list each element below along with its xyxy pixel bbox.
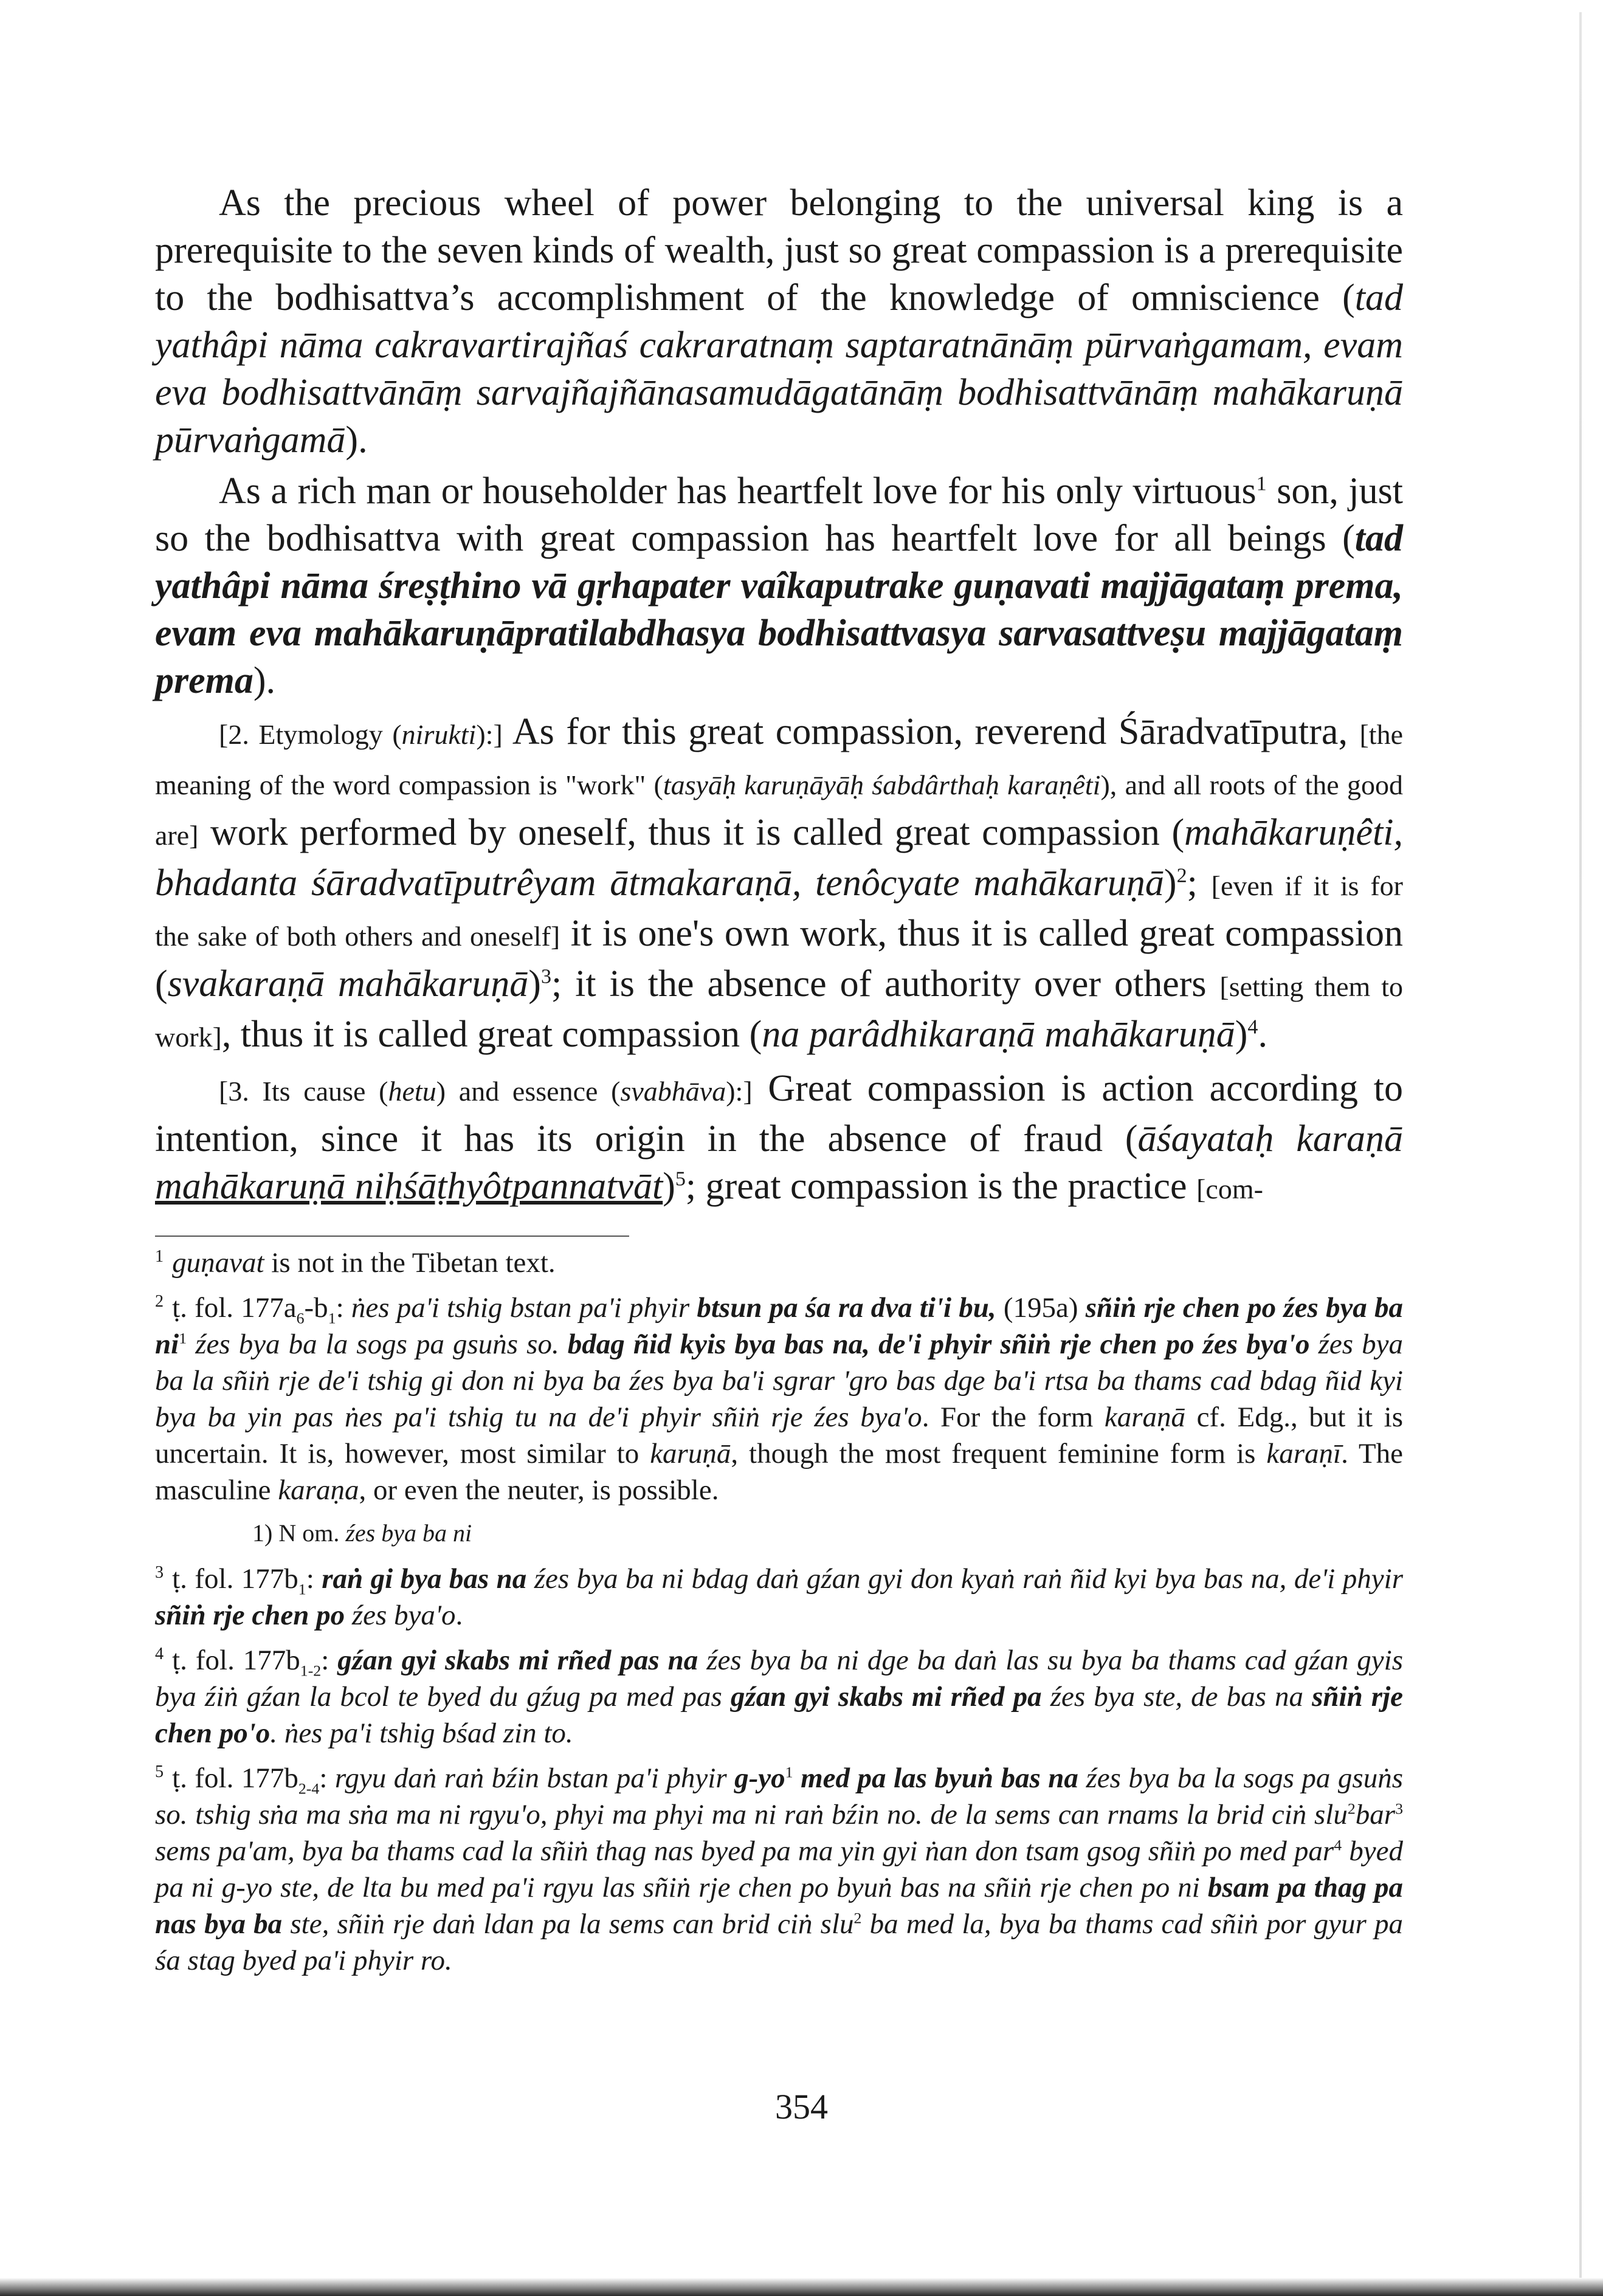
paragraph-2: As a rich man or householder has heartfelt love for his only virtuous$^1$ son, just so the bodhisattva with great compassion has heartfelt love for all beings (tad yathâpi nāma śreṣṭhino vā gṛhapater vaîkaputrake guṇavati majjāgataṃ prema, evam eva mahākaruṇāpratilabdhasya bodhisattvasya sarvasattveṣu majjāgataṃ prema). (155, 470, 1403, 701)
paragraph-3: [2. Etymology (nirukti):] As for this great compassion, reverend Śāradvatīputra, [the meaning of the word compassion is "work" (tasyāḥ karuṇāyāḥ śabdârthaḥ karaṇêti), and all roots of the good are] work performed by oneself, thus it is called great compassion (mahākaruṇêti, bhadanta śāradvatīputrêyam ātmakaraṇā, tenôcyate mahākaruṇā)$^2$; [even if it is for the sake of both others and oneself] it is one's own work, thus it is called great compassion (svakaraṇā mahākaruṇā)$^3$; it is the absence of authority over others [setting them to work], thus it is called great compassion (na parâdhikaraṇā mahākaruṇā)$^4$. (155, 711, 1403, 1055)
page-bottom-edge (0, 2278, 1603, 2296)
paragraph-1: As the precious wheel of power belonging to the universal king is a prerequisite to the seven kinds of wealth, just so great compassion is a prerequisite to the bodhisattva’s accomplishment of the knowledge of omniscience (tad yathâpi nāma cakravartirajñaś cakraratnaṃ saptaratnānāṃ pūrvaṅgamam, evam eva bodhisattvānāṃ sarvajñajñānasamudāgatānāṃ bodhisattvānāṃ mahākaruṇā pūrvaṅgamā). (155, 182, 1403, 461)
footnotes (155, 1245, 1403, 1987)
footnote-divider (155, 1236, 629, 1237)
footnote-ref: 2 (1176, 864, 1187, 887)
main-text (155, 179, 1403, 1213)
paragraph-4: [3. Its cause (hetu) and essence (svabhāva):] Great compassion is action according to intention, since it has its origin in the absence of fraud (āśayataḥ karaṇā mahākaruṇā niḥśāṭhyôtpannatvāt)$^5$; great compassion is the practice [com- (155, 1068, 1403, 1207)
page-edge-shadow (1579, 12, 1582, 2285)
footnote-ref: 1 (1256, 472, 1267, 495)
footnote-3: $^3$ ṭ. fol. $177b_1$: raṅ gi bya bas na źes bya ba ni bdag daṅ gźan gyi don kyaṅ raṅ ñid kyi bya bas na, de'i phyir sñiṅ rje chen po źes bya'o. (155, 1563, 1403, 1631)
footnote-1: $^1$ guṇavat is not in the Tibetan text. (155, 1247, 556, 1279)
footnote-2: $^2$ ṭ. fol. $177a_6-b_1$: ṅes pa'i tshig bstan pa'i phyir btsun pa śa ra dva ti'i bu, (195a) sñiṅ rje chen po źes bya ba $ni^1$ źes bya ba la sogs pa gsuṅs so. bdag ñid kyis bya bas na, de'i phyir sñiṅ rje chen po źes bya'o źes bya ba la sñiṅ rje de'i tshig gi don ni bya ba źes bya ba'i sgrar 'gro bas dge ba'i rtsa ba thams cad bdag ñid kyi bya ba yin pas ṅes pa'i tshig tu na de'i phyir sñiṅ rje źes bya'o. For the form karaṇā cf. Edg., but it is uncertain. It is, however, most similar to karuṇā, though the most frequent feminine form is karaṇī. The masculine karaṇa, or even the neuter, is possible. (155, 1292, 1404, 1506)
footnote-5: $^5$ ṭ. fol. $177b_{2-4}$: rgyu daṅ raṅ bźin bstan pa'i phyir $g-yo^1$ med pa las byuṅ bas na źes bya ba la sogs pa gsuṅs so. tshig sṅa ma sṅa ma ni rgyu'o, phyi ma phyi ma ni raṅ bźin no. de la sems can rnams la brid ciṅ slu$^2$bar$^3$ sems pa'am, bya ba thams cad la sñiṅ thag nas byed pa ma yin gyi ṅan don tsam gsog sñiṅ po med par$^4$ byed pa ni g-yo ste, de lta bu med pa'i rgyu las sñiṅ rje chen po byuṅ bas na sñiṅ rje chen po ni bsam pa thag pa nas bya ba ste, sñiṅ rje daṅ ldan pa la sems can brid ciṅ slu$^2$ ba med la, bya ba thams cad sñiṅ por gyur pa śa stag byed pa'i phyir ro. (155, 1762, 1403, 1976)
footnote-4: $^4$ ṭ. fol. $177b_{1-2}$: gźan gyi skabs mi rñed pas na źes bya ba ni dge ba daṅ las su bya ba thams cad gźan gyis bya źiṅ gźan la bcol te byed du gźug pa med pas gźan gyi skabs mi rñed pa źes bya ste, de bas na sñiṅ rje chen po'o. ṅes pa'i tshig bśad zin to. (155, 1645, 1403, 1749)
footnote-ref: 3 (540, 965, 551, 988)
footnote-ref: 4 (1247, 1016, 1258, 1039)
footnote-ref: 5 (675, 1167, 686, 1191)
page-number: 354 (775, 2087, 828, 2126)
footnote-2-variant: 1) N om. źes bya ba ni (252, 1519, 472, 1547)
